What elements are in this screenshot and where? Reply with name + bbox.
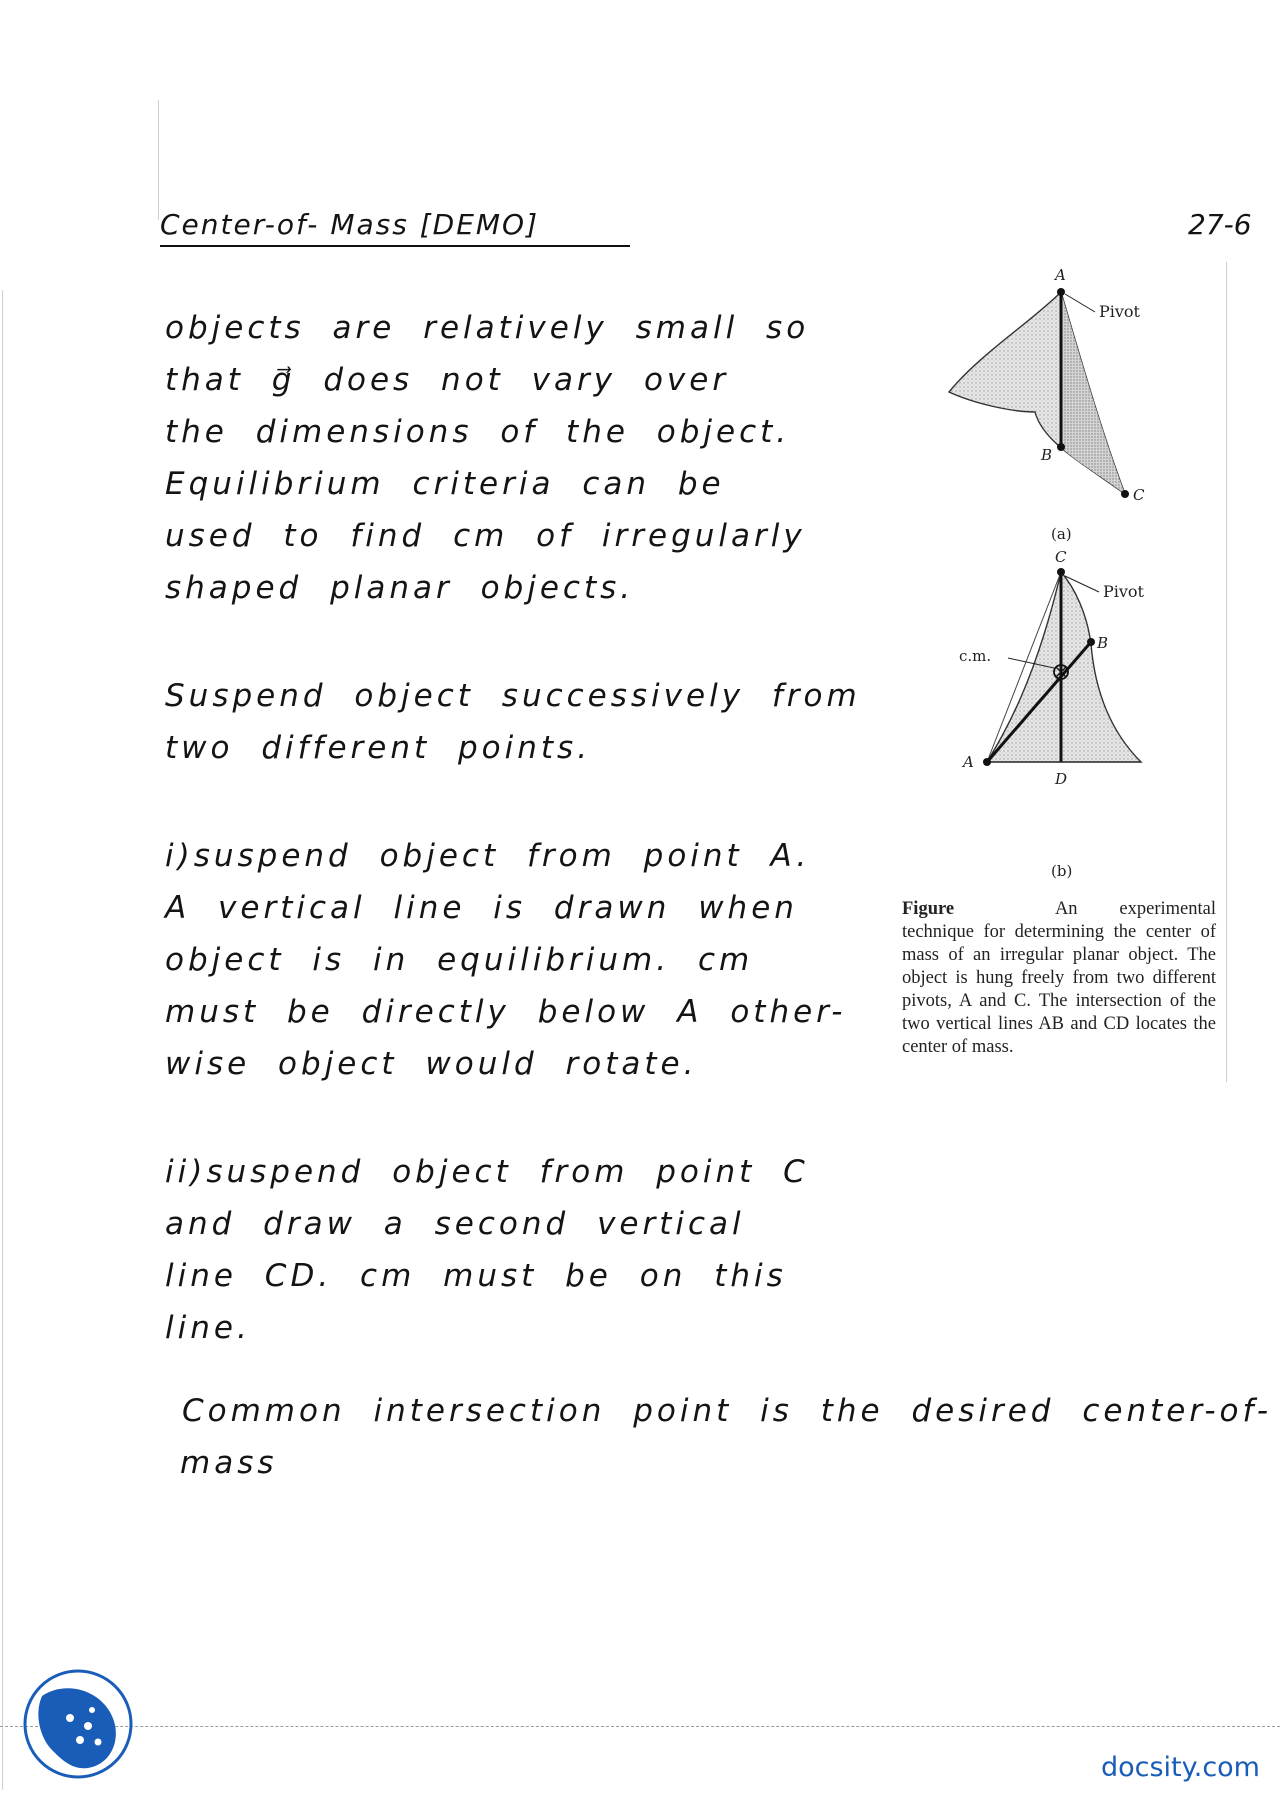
note-paragraph (165, 830, 847, 1090)
pivot-label: Pivot (1099, 302, 1140, 321)
note-line: Equilibrium criteria can be (165, 466, 725, 502)
note-line: must be directly below A other- (165, 994, 847, 1030)
label-c: C (1133, 486, 1145, 504)
pivot-leader (1065, 294, 1095, 312)
label-c: C (1055, 548, 1067, 566)
note-line: A vertical line is drawn when (165, 890, 798, 926)
note-line: object is in equilibrium. cm (165, 942, 754, 978)
note-line: i)suspend object from point A. (165, 838, 811, 874)
conclusion-line: Common intersection point is the desired center-of- (182, 1393, 1273, 1429)
note-line: Suspend object successively from (165, 678, 861, 714)
conclusion-line: mass (180, 1445, 278, 1481)
label-b: B (1097, 634, 1109, 652)
page-number: 27-6 (1188, 208, 1252, 241)
point-b-dot (1087, 638, 1095, 646)
caption-tag-a: (a) (1051, 525, 1072, 543)
label-a: A (963, 753, 974, 771)
point-b-dot (1057, 443, 1065, 451)
label-d: D (1055, 770, 1068, 788)
note-line: and draw a second vertical (165, 1206, 745, 1242)
handwritten-notes (165, 302, 861, 1410)
note-paragraph (165, 1146, 809, 1354)
note-line: the dimensions of the object. (165, 414, 791, 450)
docsity-logo-icon[interactable] (22, 1668, 134, 1780)
center-of-mass-figure (935, 262, 1235, 902)
note-line: two different points. (165, 730, 592, 766)
note-paragraph (165, 670, 861, 774)
note-line: line CD. cm must be on this (165, 1258, 787, 1294)
note-line: used to find cm of irregularly (165, 518, 806, 554)
figure-caption-label: Figure (902, 899, 955, 919)
pivot-label: Pivot (1103, 582, 1144, 601)
figure-a (949, 266, 1145, 543)
figure-b (959, 548, 1145, 880)
point-a-dot (1057, 288, 1065, 296)
scan-margin-mark (158, 100, 159, 220)
footer-divider (0, 1726, 1280, 1727)
point-c-dot (1057, 568, 1065, 576)
scan-margin-mark (2, 290, 3, 1790)
point-c-dot (1121, 490, 1129, 498)
brand-link[interactable]: docsity.com (1100, 1752, 1260, 1783)
label-b: B (1041, 446, 1053, 464)
caption-tag-b: (b) (1051, 862, 1073, 880)
note-paragraph (165, 302, 810, 614)
note-line: shaped planar objects. (165, 570, 635, 606)
note-line: ii)suspend object from point C (165, 1154, 809, 1190)
label-a: A (1055, 266, 1066, 284)
cm-label: c.m. (959, 647, 992, 665)
figure-caption-text: An experimental technique for determining the center of mass of an irregular planar object. The object is hung freely from two different pivots, A and C. The intersection of the two vertical lines AB and CD locates the center of mass. (902, 899, 1216, 1057)
note-line: line. (165, 1310, 251, 1346)
figure-caption (902, 898, 1216, 1059)
note-line: wise object would rotate. (165, 1046, 698, 1082)
page-title: Center-of- Mass [DEMO] (160, 208, 630, 247)
conclusion (180, 1385, 1273, 1489)
note-line: that g⃗ does not vary over (165, 362, 730, 398)
note-line: objects are relatively small so (165, 310, 810, 346)
point-a-dot (983, 758, 991, 766)
